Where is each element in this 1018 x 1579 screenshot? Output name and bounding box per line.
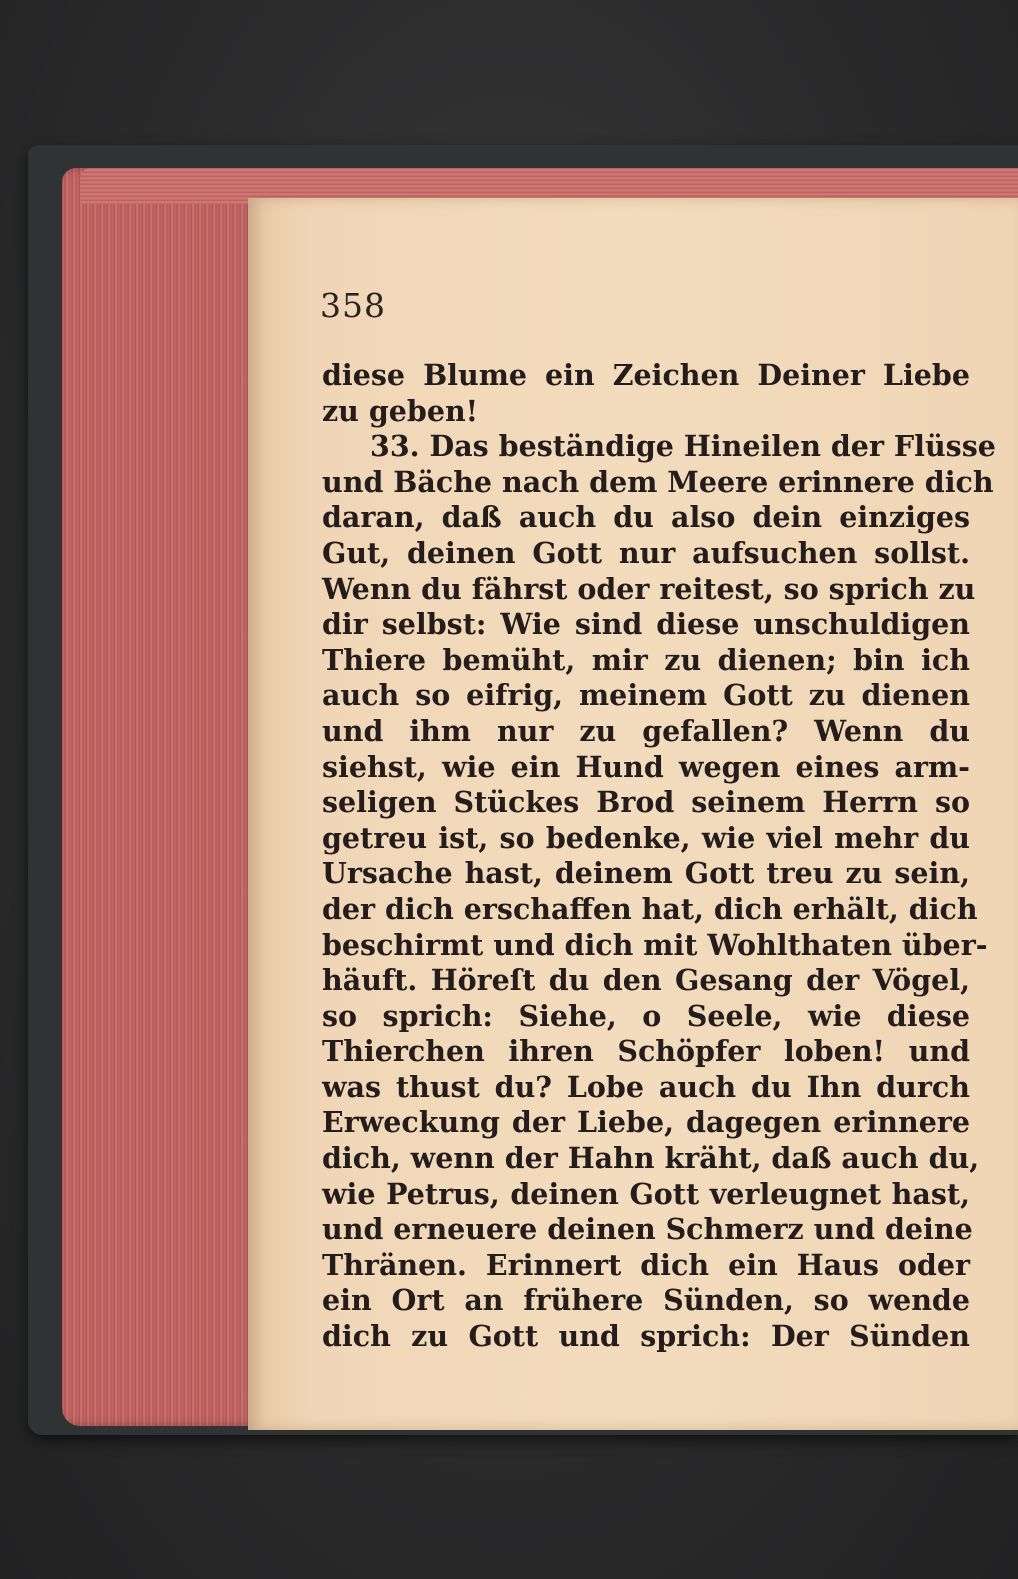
text-line: ein Ort an frühere Sünden, so wende xyxy=(322,1283,970,1318)
text-line: Thränen. Erinnert dich ein Haus oder xyxy=(322,1247,970,1282)
page-number: 358 xyxy=(320,286,386,325)
text-line: siehst, wie ein Hund wegen eines arm- xyxy=(322,749,970,784)
text-line: und ihm nur zu gefallen? Wenn du xyxy=(322,713,970,748)
text-line: beschirmt und dich mit Wohlthaten über- xyxy=(322,927,988,962)
text-line: Thiere bemüht, mir zu dienen; bin ich xyxy=(322,642,970,677)
text-line: dir selbst: Wie sind diese unschuldigen xyxy=(322,607,970,642)
text-line: dich zu Gott und sprich: Der Sünden xyxy=(322,1319,970,1354)
text-line: seligen Stückes Brod seinem Herrn so xyxy=(322,785,970,820)
text-line: der dich erschaffen hat, dich erhält, dich xyxy=(322,891,978,926)
text-line: Ursache hast, deinem Gott treu zu sein, xyxy=(322,856,970,891)
text-line: was thust du? Lobe auch du Ihn durch xyxy=(322,1069,970,1104)
page-edges-side xyxy=(62,168,262,1426)
text-line: auch so eifrig, meinem Gott zu dienen xyxy=(322,678,970,713)
text-line: Wenn du fährst oder reitest, so sprich zu xyxy=(322,571,976,606)
text-line: Thierchen ihren Schöpfer loben! und xyxy=(322,1034,970,1069)
text-line: Erweckung der Liebe, dagegen erinnere xyxy=(322,1105,970,1140)
text-line: daran, daß auch du also dein einziges xyxy=(322,500,970,535)
text-line: und Bäche nach dem Meere erinnere dich xyxy=(322,464,994,499)
text-line: wie Petrus, deinen Gott verleugnet hast, xyxy=(322,1176,970,1211)
text-line: dich, wenn der Hahn kräht, daß auch du, xyxy=(322,1141,980,1176)
text-line: diese Blume ein Zeichen Deiner Liebe xyxy=(322,358,970,392)
text-line: so sprich: Siehe, o Seele, wie diese xyxy=(322,998,970,1033)
page-text xyxy=(322,358,996,1355)
text-line: häuft. Höreſt du den Gesang der Vögel, xyxy=(322,963,970,998)
text-line: Gut, deinen Gott nur aufsuchen sollst. xyxy=(322,535,970,570)
text-line: und erneuere deinen Schmerz und deine xyxy=(322,1212,973,1247)
text-line: zu geben! xyxy=(322,393,479,428)
text-line: 33. Das beständige Hineilen der Flüsse xyxy=(370,429,996,464)
text-line: getreu ist, so bedenke, wie viel mehr du xyxy=(322,820,970,855)
